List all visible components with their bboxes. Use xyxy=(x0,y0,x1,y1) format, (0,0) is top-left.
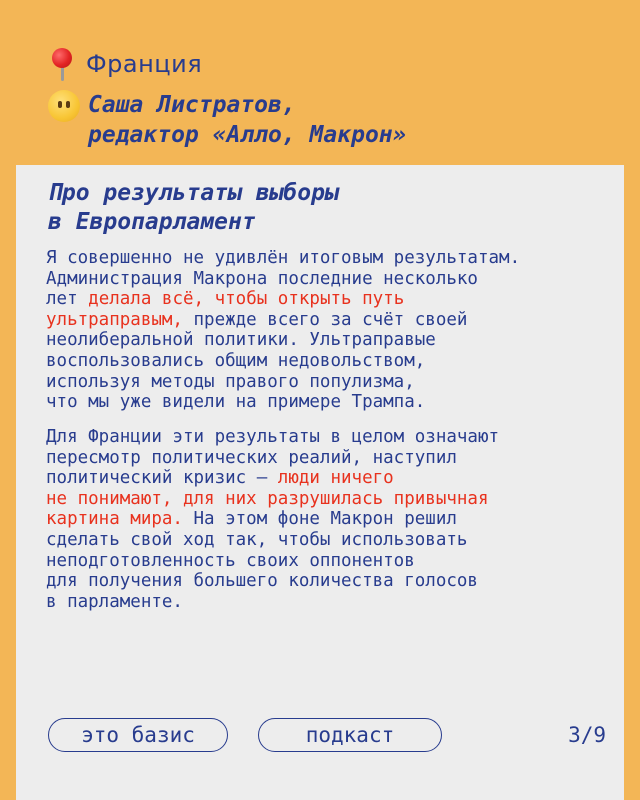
location-label: Франция xyxy=(86,50,203,78)
content-card xyxy=(16,165,624,800)
author-line-2: редактор «Алло, Макрон» xyxy=(88,122,407,148)
paragraph-line: неолиберальной политики. Ультраправые xyxy=(46,330,436,351)
paragraph-line: Я совершенно не удивлён итоговым результатам. xyxy=(46,248,521,268)
header xyxy=(48,44,608,150)
paragraph-line: пересмотр политических реалий, наступил xyxy=(46,447,457,468)
location-row xyxy=(48,44,608,84)
highlighted-text: не понимают, для них разрушилась привычная xyxy=(46,488,489,509)
paragraph-line xyxy=(46,468,499,489)
paragraph-line: в парламенте. xyxy=(46,591,183,612)
round-pushpin-icon xyxy=(48,45,78,83)
author-row xyxy=(48,90,608,150)
highlighted-text: картина мира. xyxy=(46,509,183,530)
paragraph-line: для получения большего количества голосов xyxy=(46,571,478,592)
paragraph-line xyxy=(46,509,499,530)
paragraph-2 xyxy=(46,427,499,612)
text-segment: На этом фоне Макрон решил xyxy=(182,509,457,530)
card-title-line-2: в Европарламент xyxy=(48,209,256,235)
paragraph-line: что мы уже видели на примере Трампа. xyxy=(46,392,426,413)
neutral-face-icon xyxy=(48,90,80,122)
paragraph-line: неподготовленность своих оппонентов xyxy=(46,550,415,571)
page-indicator: 3/9 xyxy=(568,723,606,747)
highlighted-text: делала всё, чтобы открыть путь xyxy=(88,289,405,310)
paragraph-line xyxy=(46,289,520,310)
podcast-button[interactable]: подкаст xyxy=(258,718,442,752)
card-title-line-1: Про результаты выборы xyxy=(48,180,339,206)
text-segment: политический кризис – xyxy=(46,468,278,489)
highlighted-text: люди ничего xyxy=(277,468,394,489)
text-segment: лет xyxy=(46,289,89,310)
paragraph-line: сделать свой ход так, чтобы использовать xyxy=(46,529,468,550)
paragraph-line xyxy=(46,310,520,331)
eto-bazis-button[interactable]: это базис xyxy=(48,718,228,752)
paragraph-line: используя методы правого популизма, xyxy=(46,371,415,392)
author-name xyxy=(88,90,407,150)
paragraph-line: воспользовались общим недовольством, xyxy=(46,350,426,371)
paragraph-line: Администрация Макрона последние несколько xyxy=(46,268,478,289)
author-line-1: Саша Листратов, xyxy=(88,92,296,118)
text-segment: прежде всего за счёт своей xyxy=(182,309,468,330)
card-title xyxy=(48,179,339,237)
paragraph-line: Для Франции эти результаты в целом означают xyxy=(46,427,500,447)
highlighted-text: ультраправым, xyxy=(46,309,183,330)
paragraph-1 xyxy=(46,248,520,413)
footer xyxy=(46,718,606,754)
